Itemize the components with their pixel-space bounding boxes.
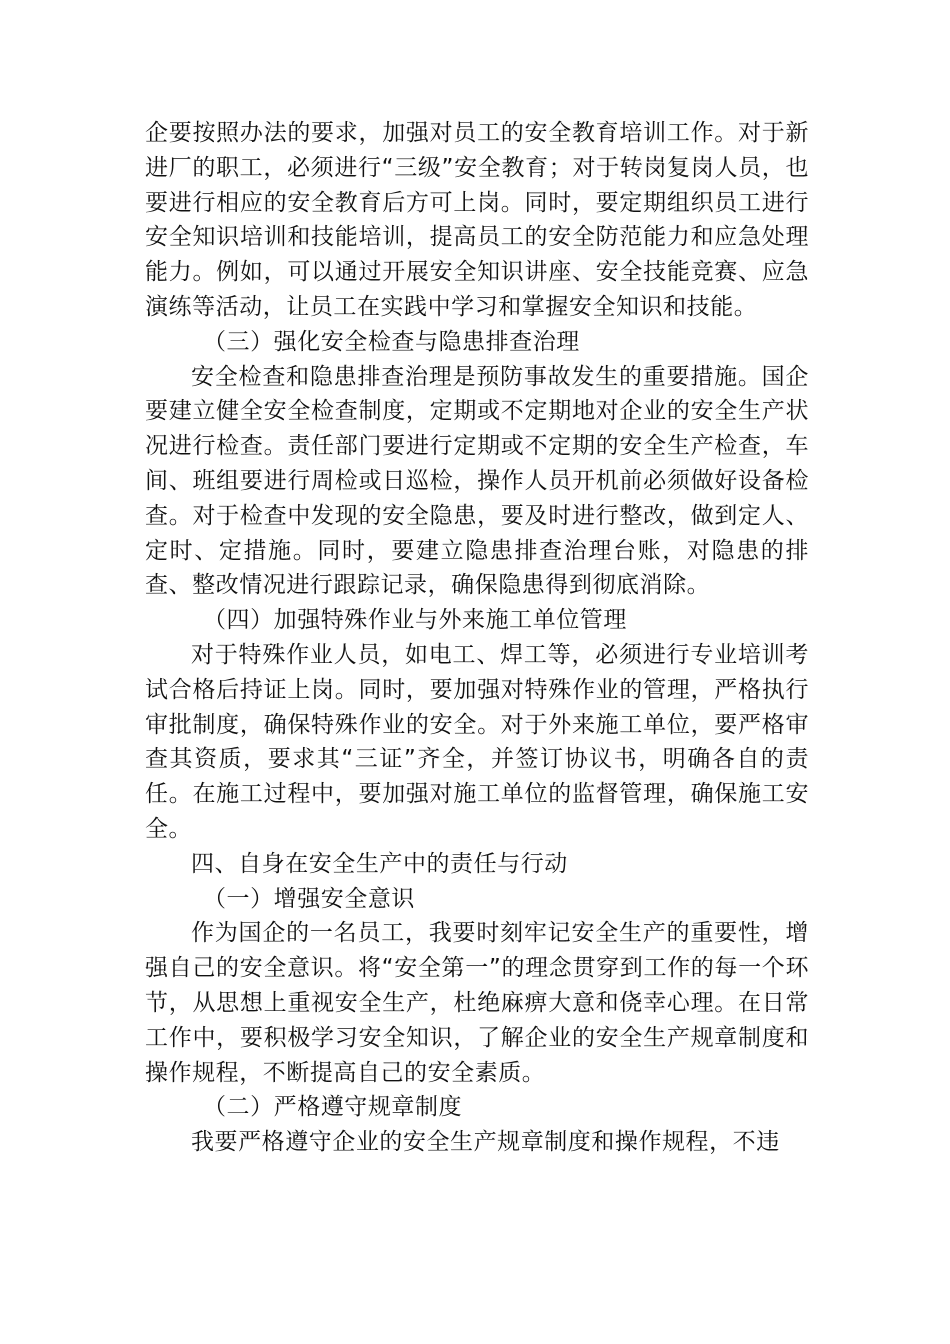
document-page <box>145 116 809 1160</box>
paragraph-rules: 我要严格遵守企业的安全生产规章制度和操作规程，不违 <box>191 1129 780 1156</box>
paragraph-inspection: 安全检查和隐患排查治理是预防事故发生的重要措施。国企要建立健全安全检查制度，定期或不定期地对企业的安全生产状况进行检查。责任部门要进行定期或不定期的安全生产检查，车间、班组要进行周检或日巡检，操作人员开机前必须做好设备检查。对于检查中发现的安全隐患，要及时进行整改，做到定人、定时、定措施。同时，要建立隐患排查治理台账，对隐患的排查、整改情况进行跟踪记录，确保隐患得到彻底消除。 <box>145 363 809 599</box>
subheading-awareness: （一）增强安全意识 <box>203 885 415 912</box>
subheading-rules: （二）严格遵守规章制度 <box>203 1094 463 1121</box>
paragraph-special-work: 对于特殊作业人员，如电工、焊工等，必须进行专业培训考试合格后持证上岗。同时，要加强对特殊作业的管理，严格执行审批制度，确保特殊作业的安全。对于外来施工单位，要严格审查其资质，要求其“三证”齐全，并签订协议书，明确各自的责任。在施工过程中，要加强对施工单位的监督管理，确保施工安全。 <box>145 641 809 842</box>
paragraph-training: 企要按照办法的要求，加强对员工的安全教育培训工作。对于新进厂的职工，必须进行“三级”安全教育；对于转岗复岗人员，也要进行相应的安全教育后方可上岗。同时，要定期组织员工进行安全知识培训和技能培训，提高员工的安全防范能力和应急处理能力。例如，可以通过开展安全知识讲座、安全技能竞赛、应急演练等活动，让员工在实践中学习和掌握安全知识和技能。 <box>145 120 809 320</box>
subheading-special-work: （四）加强特殊作业与外来施工单位管理 <box>203 607 627 634</box>
paragraph-awareness: 作为国企的一名员工，我要时刻牢记安全生产的重要性，增强自己的安全意识。将“安全第一”的理念贯穿到工作的每一个环节，从思想上重视安全生产，杜绝麻痹大意和侥幸心理。在日常工作中，要积极学习安全知识，了解企业的安全生产规章制度和操作规程，不断提高自己的安全素质。 <box>145 920 809 1086</box>
subheading-inspection: （三）强化安全检查与隐患排查治理 <box>203 328 580 355</box>
section-heading-responsibility: 四、自身在安全生产中的责任与行动 <box>191 850 568 877</box>
